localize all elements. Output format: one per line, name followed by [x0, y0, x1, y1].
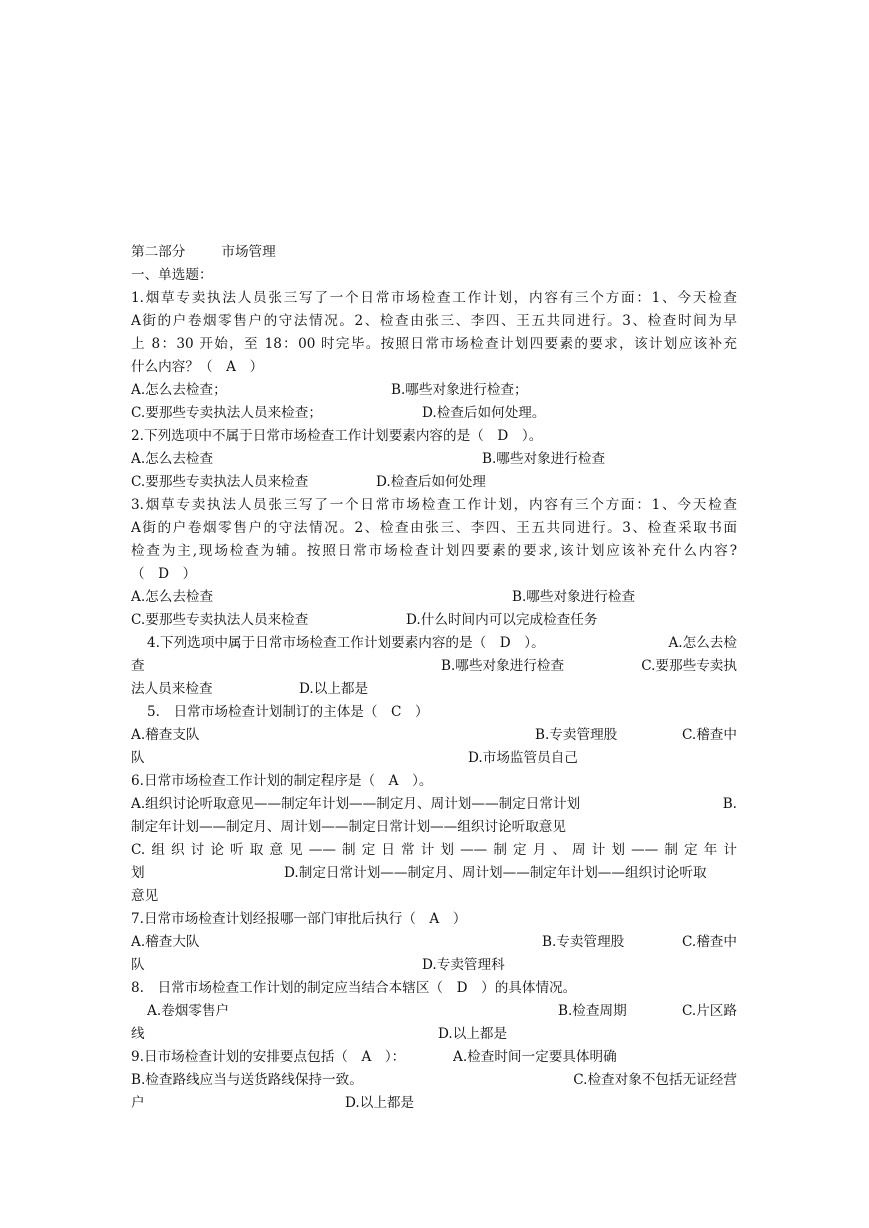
q1-option-c: C.要那些专卖执法人员来检查； — [131, 405, 322, 421]
q5-option-b: B.专卖管理股 — [535, 727, 618, 743]
q3-line-1: 3.烟草专卖执法人员张三写了一个日常市场检查工作计划，内容有三个方面：1、今天检查 — [131, 497, 737, 513]
q8-option-a: A.卷烟零售户 — [147, 1003, 230, 1019]
q6-option-c: C.组织讨论听取意见——制定日常计划——制定月、周计划——制定年计 — [131, 842, 737, 858]
q4-option-a-start: A.怎么去检 — [668, 635, 737, 651]
q6-option-d-end: 意见 — [131, 888, 159, 904]
q4-option-c-end: 法人员来检查 — [131, 681, 213, 697]
q7-option-c-start: C.稽查中 — [681, 934, 737, 950]
q7-line-3 — [131, 954, 737, 976]
q1-line-1: 1.烟草专卖执法人员张三写了一个日常市场检查工作计划，内容有三个方面：1、今天检查 — [131, 290, 737, 306]
section-heading — [131, 241, 737, 263]
q9-option-a: A.检查时间一定要具体明确 — [453, 1049, 617, 1065]
q4-option-c-start: C.要那些专卖执 — [641, 658, 737, 674]
q7-option-b: B.专卖管理股 — [542, 934, 625, 950]
q1-options-ab — [131, 379, 737, 401]
q1-line-4: 什么内容？（ A ） — [131, 359, 264, 375]
q9-stem: 9.日市场检查计划的安排要点包括（ A ）： — [131, 1049, 406, 1065]
q3-options-ab — [131, 586, 737, 608]
q5-option-c-end: 队 — [131, 750, 145, 766]
q8-stem: 8. 日常市场检查工作计划的制定应当结合本辖区（ D ）的具体情况。 — [131, 980, 577, 996]
q7-option-a: A.稽查大队 — [131, 934, 200, 950]
q6-line-5 — [131, 862, 737, 884]
q5-option-a: A.稽查支队 — [131, 727, 200, 743]
q8-line-2 — [131, 1000, 737, 1022]
q6-option-c-end: 划 — [131, 865, 145, 881]
subsection-heading: 一、单选题： — [131, 267, 213, 283]
q3-options-cd — [131, 609, 737, 631]
q8-option-b: B.检查周期 — [558, 1003, 627, 1019]
q6-option-a: A.组织讨论听取意见——制定年计划——制定月、周计划——制定日常计划 — [131, 796, 581, 812]
q9-option-b: B.检查路线应当与送货路线保持一致。 — [131, 1072, 363, 1088]
q4-line-3 — [131, 678, 737, 700]
q2-options-ab — [131, 448, 737, 470]
q3-answer: （ D ） — [131, 566, 197, 582]
q8-option-c-end: 线 — [131, 1026, 145, 1042]
q8-option-d: D.以上都是 — [438, 1026, 508, 1042]
q2-stem: 2.下列选项中不属于日常市场检查工作计划要素内容的是（ D ）。 — [131, 428, 543, 444]
q9-option-d: D.以上都是 — [345, 1095, 415, 1111]
part-label: 第二部分 — [131, 244, 186, 260]
q1-line-3: 上 8：30 开始，至 18：00 时完毕。按照日常市场检查计划四要素的要求，该计划应该补充 — [131, 336, 737, 352]
q2-options-cd — [131, 471, 737, 493]
q9-line-3 — [131, 1092, 737, 1114]
q3-option-a: A.怎么去检查 — [131, 589, 214, 605]
q4-stem: 4.下列选项中属于日常市场检查工作计划要素内容的是（ D ）。 — [147, 635, 545, 651]
q1-line-2: A街的户卷烟零售户的守法情况。2、检查由张三、李四、王五共同进行。3、检查时间为早 — [131, 313, 737, 329]
q8-line-3 — [131, 1023, 737, 1045]
q9-line-1 — [131, 1046, 737, 1068]
q6-option-b-end: 制定年计划——制定月、周计划——制定日常计划——组织讨论听取意见 — [131, 819, 566, 835]
q5-line-1 — [131, 701, 737, 723]
q5-line-2 — [131, 724, 737, 746]
q7-line-2 — [131, 931, 737, 953]
q9-option-c-end: 户 — [131, 1095, 145, 1111]
q6-option-b-start: B. — [722, 796, 737, 812]
q2-option-c: C.要那些专卖执法人员来检查 — [131, 474, 309, 490]
q8-option-c-start: C.片区路 — [681, 1003, 737, 1019]
q4-line-2 — [131, 655, 737, 677]
q5-option-d: D.市场监管员自己 — [468, 750, 578, 766]
part-title: 市场管理 — [221, 244, 276, 260]
q3-line-2: A街的户卷烟零售户的守法情况。2、检查由张三、李四、王五共同进行。3、检查采取书面 — [131, 520, 737, 536]
q4-option-a-end: 查 — [131, 658, 145, 674]
q3-option-c: C.要那些专卖执法人员来检查 — [131, 612, 309, 628]
q2-option-b: B.哪些对象进行检查 — [482, 451, 606, 467]
q5-line-3 — [131, 747, 737, 769]
q4-option-b: B.哪些对象进行检查 — [441, 658, 565, 674]
q7-option-c-end: 队 — [131, 957, 145, 973]
q6-line-2 — [131, 793, 737, 815]
q6-stem: 6.日常市场检查工作计划的制定程序是（ A ）。 — [131, 773, 433, 789]
q5-stem: 5. 日常市场检查计划制订的主体是（ C ） — [147, 704, 429, 720]
q2-option-a: A.怎么去检查 — [131, 451, 214, 467]
q4-line-1 — [131, 632, 737, 654]
q6-option-d: D.制定日常计划——制定月、周计划——制定年计划——组织讨论听取 — [284, 865, 707, 881]
q3-option-d: D.什么时间内可以完成检查任务 — [406, 612, 598, 628]
q7-option-d: D.专卖管理科 — [422, 957, 505, 973]
q4-option-d: D.以上都是 — [299, 681, 369, 697]
q2-option-d: D.检查后如何处理 — [376, 474, 486, 490]
q5-option-c-start: C.稽查中 — [681, 727, 737, 743]
q1-option-a: A.怎么去检查； — [131, 382, 227, 398]
q1-options-cd — [131, 402, 737, 424]
q1-option-b: B.哪些对象进行检查； — [391, 382, 528, 398]
q7-stem: 7.日常市场检查计划经报哪一部门审批后执行（ A ） — [131, 911, 467, 927]
q3-option-b: B.哪些对象进行检查 — [512, 589, 636, 605]
q9-line-2 — [131, 1069, 737, 1091]
q9-option-c-start: C.检查对象不包括无证经营 — [573, 1072, 737, 1088]
q1-option-d: D.检查后如何处理。 — [422, 405, 546, 421]
q3-line-3: 检查为主,现场检查为辅。按照日常市场检查计划四要素的要求,该计划应该补充什么内容? — [131, 543, 737, 559]
